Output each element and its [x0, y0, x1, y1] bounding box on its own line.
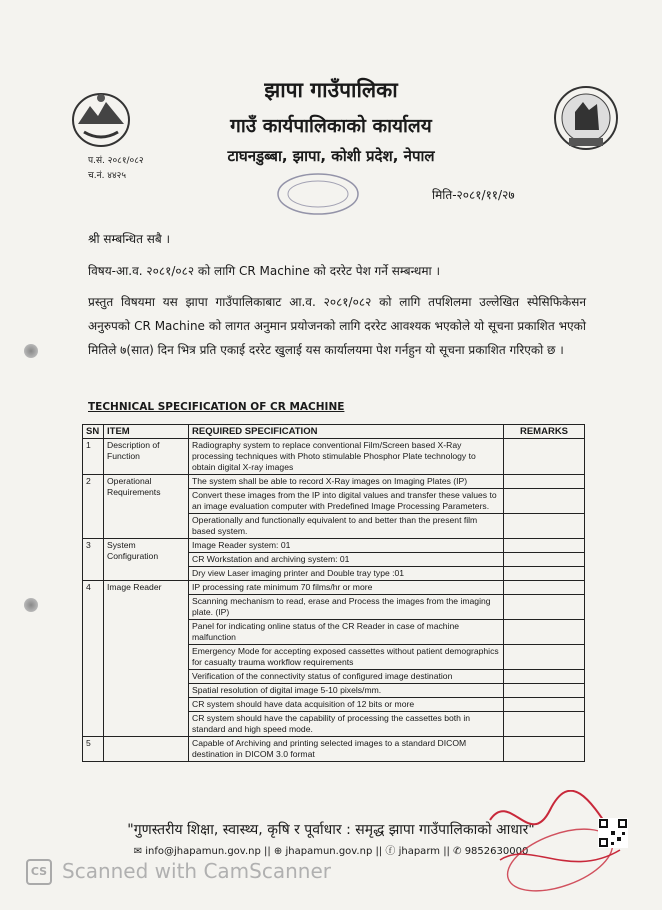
spec-section-title: TECHNICAL SPECIFICATION OF CR MACHINE — [88, 401, 345, 413]
cell-sn: 1 — [83, 439, 104, 475]
notice-body: प्रस्तुत विषयमा यस झापा गाउँपालिकाबाट आ.व. २०८१/०८२ को लागि तपशिलमा उल्लेखित स्पेसिफिकेसन अनुरुपको CR Machine को लागत अनुमान प्रयोजनको लागि दररेट आवश्यक भएकोले यो सूचना प्रकाशित भएको मितिले ७(सात) दिन भित्र प्रति एकाई दररेट खुलाई यस कार्यालयमा पेश गर्नहुन यो सूचना प्रकाशित गरिएको छ । — [88, 295, 586, 357]
footer-motto: "गुणस्तरीय शिक्षा, स्वास्थ्य, कृषि र पूर्वाधार : समृद्ध झापा गाउँपालिकाको आधार" — [127, 822, 535, 838]
subject-line: विषय-आ.व. २०८१/०८२ को लागि CR Machine को दररेट पेश गर्ने सम्बन्धमा । — [88, 264, 440, 278]
table-row — [83, 439, 585, 475]
footer-contact: ✉ info@jhapamun.gov.np || ⊕ jhapamun.gov.np || ⓕ jhaparm || ✆ 9852630000 — [133, 846, 529, 857]
cell-remarks — [504, 737, 585, 762]
camscanner-watermark: Scanned with CamScanner — [62, 859, 331, 883]
document-date: मिति-२०८१/११/२७ — [432, 188, 515, 202]
cell-specification: The system shall be able to record X-Ray images on Imaging Plates (IP) — [189, 475, 504, 489]
cell-sn: 3 — [83, 539, 104, 581]
cell-remarks — [504, 553, 585, 567]
facebook-icon: ⓕ — [385, 846, 396, 857]
cell-sn: 2 — [83, 475, 104, 539]
cell-sn: 5 — [83, 737, 104, 762]
cell-specification: Capable of Archiving and printing selected images to a standard DICOM destination in DICOM 3.0 format — [189, 737, 504, 762]
cell-remarks — [504, 684, 585, 698]
table-row — [83, 539, 585, 553]
municipality-name: झापा गाउँपालिका — [264, 78, 398, 102]
qr-code-icon — [598, 818, 628, 848]
footer-website[interactable]: jhapamun.gov.np — [285, 846, 373, 857]
reference-numbers — [88, 154, 144, 184]
cell-remarks — [504, 581, 585, 595]
cell-remarks — [504, 489, 585, 514]
cell-specification: Emergency Mode for accepting exposed cassettes without patient demographics for casualty trauma workflow requirements — [189, 645, 504, 670]
recipient-line: श्री सम्बन्धित सबै । — [88, 232, 171, 246]
col-header-item: ITEM — [104, 425, 189, 439]
footer-facebook[interactable]: jhaparm — [398, 846, 440, 857]
col-header-sn: SN — [83, 425, 104, 439]
cell-item: Operational Requirements — [104, 475, 189, 539]
cell-item: Description of Function — [104, 439, 189, 475]
table-row — [83, 737, 585, 762]
cell-specification: CR system should have the capability of processing the cassettes both in standard and high speed mode. — [189, 712, 504, 737]
cell-remarks — [504, 712, 585, 737]
footer-email[interactable]: info@jhapamun.gov.np — [145, 846, 261, 857]
cn-number: च.नं. ४४२५ — [88, 171, 127, 181]
cell-remarks — [504, 567, 585, 581]
cell-item: Image Reader — [104, 581, 189, 737]
cell-specification: Dry view Laser imaging printer and Double tray type :01 — [189, 567, 504, 581]
table-row — [83, 581, 585, 595]
cell-remarks — [504, 539, 585, 553]
footer-phone[interactable]: 9852630000 — [464, 846, 529, 857]
cell-specification: Image Reader system: 01 — [189, 539, 504, 553]
phone-icon: ✆ — [453, 846, 462, 857]
punch-hole — [24, 598, 38, 612]
cell-remarks — [504, 620, 585, 645]
cell-specification: IP processing rate minimum 70 films/hr or more — [189, 581, 504, 595]
col-header-remarks: REMARKS — [504, 425, 585, 439]
cell-specification: CR Workstation and archiving system: 01 — [189, 553, 504, 567]
cell-specification: Operationally and functionally equivalent to and better than the present film based system. — [189, 514, 504, 539]
table-header-row — [83, 425, 585, 439]
office-stamp-icon — [272, 170, 364, 218]
cell-item — [104, 737, 189, 762]
spec-table — [82, 424, 585, 762]
col-header-spec: REQUIRED SPECIFICATION — [189, 425, 504, 439]
ps-number: प.सं. २०८१/०८२ — [88, 156, 144, 166]
cell-specification: Convert these images from the IP into digital values and transfer these values to an image evaluation computer with Predefined Image Processing Parameters. — [189, 489, 504, 514]
cell-remarks — [504, 645, 585, 670]
office-address: टाघनडुब्बा, झापा, कोशी प्रदेश, नेपाल — [227, 147, 435, 165]
cell-specification: Spatial resolution of digital image 5-10 pixels/mm. — [189, 684, 504, 698]
cell-specification: Verification of the connectivity status of configured image destination — [189, 670, 504, 684]
cell-specification: Panel for indicating online status of the CR Reader in case of machine malfunction — [189, 620, 504, 645]
globe-icon: ⊕ — [273, 846, 283, 857]
cell-remarks — [504, 670, 585, 684]
office-name: गाउँ कार्यपालिकाको कार्यालय — [230, 115, 432, 137]
cell-specification: CR system should have data acquisition of 12 bits or more — [189, 698, 504, 712]
cell-remarks — [504, 475, 585, 489]
punch-hole — [24, 344, 38, 358]
camscanner-logo: CS — [26, 859, 52, 885]
cell-remarks — [504, 698, 585, 712]
cell-sn: 4 — [83, 581, 104, 737]
cell-specification: Radiography system to replace conventional Film/Screen based X-Ray processing techniques with Photo stimulable Phosphor Plate technology to obtain digital X-ray images — [189, 439, 504, 475]
cell-remarks — [504, 439, 585, 475]
table-row — [83, 475, 585, 489]
cell-remarks — [504, 514, 585, 539]
mail-icon: ✉ — [133, 846, 143, 857]
cell-specification: Scanning mechanism to read, erase and Process the images from the imaging plate. (IP) — [189, 595, 504, 620]
cell-remarks — [504, 595, 585, 620]
cell-item: System Configuration — [104, 539, 189, 581]
